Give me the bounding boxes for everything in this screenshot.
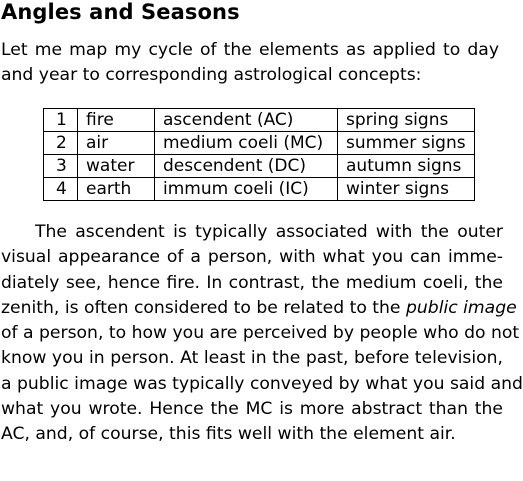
paragraph-line: AC, and, of course, this fits well with the element air.: [1, 424, 456, 445]
season-cell: spring signs: [338, 109, 475, 132]
paragraph-line: know you in person. At least in the past, before television,: [1, 348, 503, 369]
paragraph-line: diately see, hence fire. In contrast, the medium coeli, the: [1, 272, 503, 293]
elements-table: [43, 108, 475, 201]
element-cell: fire: [78, 109, 155, 132]
angle-cell: descendent (DC): [155, 155, 338, 178]
intro-paragraph: Let me map my cycle of the elements as applied to day and year to corresponding astrological concepts:: [1, 40, 499, 85]
paragraph-line: what you wrote. Hence the MC is more abstract than the: [1, 399, 503, 420]
season-cell: winter signs: [338, 178, 475, 201]
angle-cell: medium coeli (MC): [155, 132, 338, 155]
row-number: 2: [44, 132, 78, 155]
element-cell: air: [78, 132, 155, 155]
table-row: [44, 132, 475, 155]
paragraph-line: visual appearance of a person, with what you can imme-: [1, 247, 503, 268]
row-number: 3: [44, 155, 78, 178]
row-number: 1: [44, 109, 78, 132]
section-heading: Angles and Seasons: [1, 0, 240, 24]
table-row: [44, 178, 475, 201]
paragraph-line: [1, 296, 517, 321]
table-row: [44, 109, 475, 132]
paragraph-line: The ascendent is typically associated with the outer: [35, 222, 503, 242]
angle-cell: ascendent (AC): [155, 109, 338, 132]
season-cell: autumn signs: [338, 155, 475, 178]
season-cell: summer signs: [338, 132, 475, 155]
paragraph-text: zenith, is often considered to be related to the: [1, 297, 401, 318]
body-paragraph: [1, 220, 523, 448]
table-row: [44, 155, 475, 178]
paragraph-line: of a person, to how you are perceived by people who do not: [1, 323, 520, 344]
row-number: 4: [44, 178, 78, 201]
element-cell: water: [78, 155, 155, 178]
paragraph-line: a public image was typically conveyed by what you said and: [1, 373, 523, 394]
angle-cell: immum coeli (IC): [155, 178, 338, 201]
element-cell: earth: [78, 178, 155, 201]
emphasis-text: public image: [405, 297, 517, 318]
